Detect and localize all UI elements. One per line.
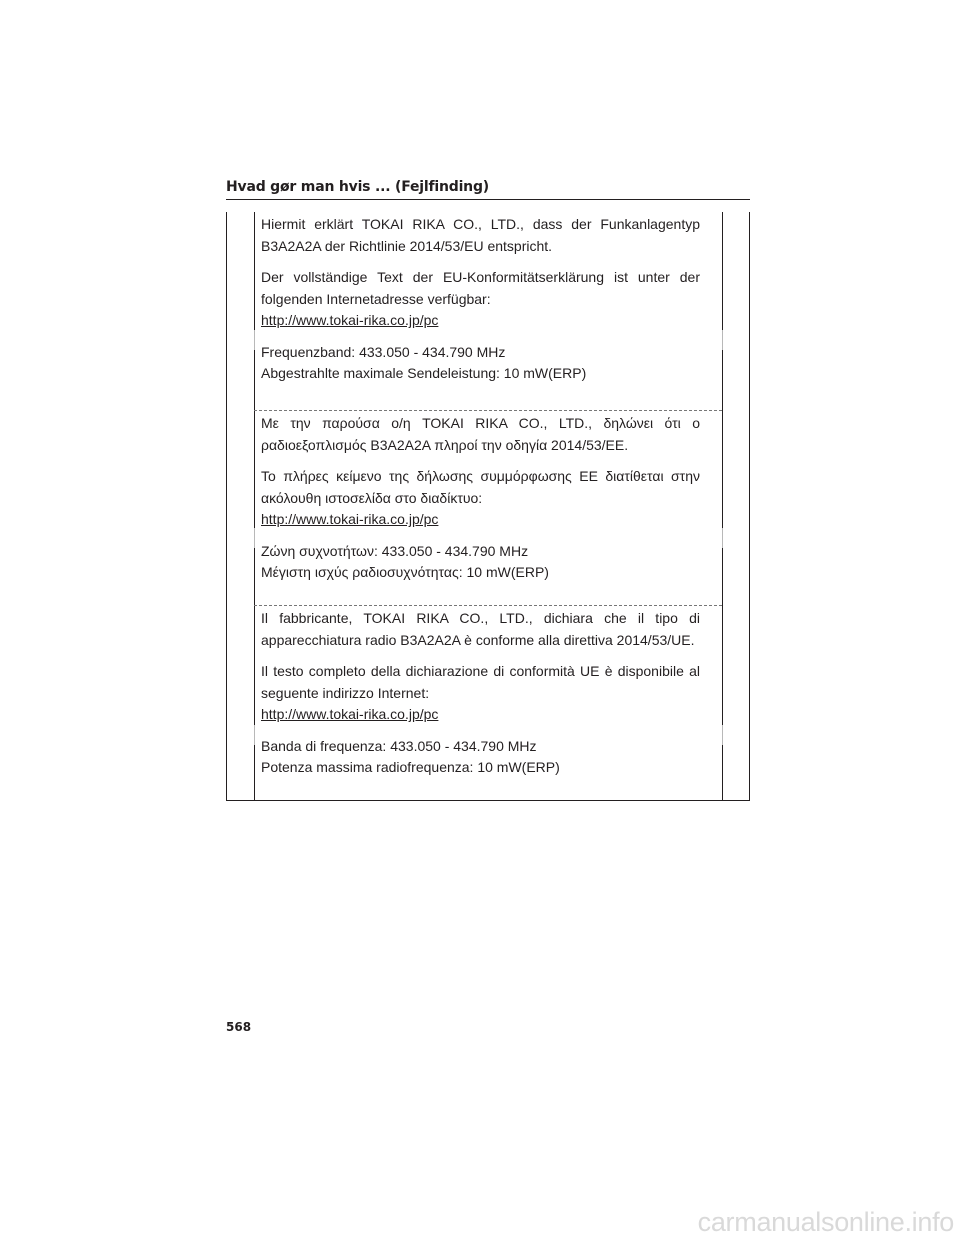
declaration-section-greek [254,410,722,584]
declaration-section-german [254,214,722,385]
availability-text: Der vollständige Text der EU-Konformitätserklärung ist unter der folgenden Internetadresse verfügbar: [261,269,700,307]
page-number: 568 [226,1020,252,1034]
max-power-text: Potenza massima radiofrequenza: 10 mW(ERP) [261,759,560,775]
declaration-url-link[interactable]: http://www.tokai-rika.co.jp/pc [261,312,439,328]
frequency-band-text: Frequenzband: 433.050 - 434.790 MHz [261,343,506,360]
declaration-text: Hiermit erklärt TOKAI RIKA CO., LTD., dass der Funkanlagentyp B3A2A2A der Richtlinie 2014/53/EU entspricht. [261,216,700,254]
frequency-band-text: Ζώνη συχνοτήτων: 433.050 - 434.790 MHz [261,542,529,559]
margin-tick [722,330,723,350]
declaration-url-link[interactable]: http://www.tokai-rika.co.jp/pc [261,706,439,722]
header-rule [226,199,750,200]
declaration-text: Il fabbricante, TOKAI RIKA CO., LTD., dichiara che il tipo di apparecchiatura radio B3A2A2A è conforme alla direttiva 2014/53/UE. [261,610,700,648]
margin-tick [722,725,723,745]
max-power-text: Abgestrahlte maximale Sendeleistung: 10 mW(ERP) [261,365,587,381]
frequency-band-text: Banda di frequenza: 433.050 - 434.790 MHz [261,737,537,754]
max-power-text: Μέγιστη ισχύς ραδιοσυχνότητας: 10 mW(ERP) [261,564,549,580]
section-header-title: Hvad gør man hvis ... (Fejlfinding) [226,179,489,195]
availability-text: Το πλήρες κείμενο της δήλωσης συμμόρφωσης ΕΕ διατίθεται στην ακόλουθη ιστοσελίδα στο διαδίκτυο: [261,468,700,506]
declaration-section-italian [254,605,722,779]
watermark-text: carmanualsonline.info [697,1207,954,1237]
table-right-inner-border [722,212,723,801]
declaration-text: Με την παρούσα ο/η TOKAI RIKA CO., LTD., δηλώνει ότι ο ραδιοεξοπλισμός B3A2A2A πληροί την οδηγία 2014/53/ΕΕ. [261,415,700,453]
declaration-url-link[interactable]: http://www.tokai-rika.co.jp/pc [261,511,439,527]
margin-tick [722,528,723,548]
availability-text: Il testo completo della dichiarazione di conformità UE è disponibile al seguente indirizzo Internet: [261,663,700,701]
